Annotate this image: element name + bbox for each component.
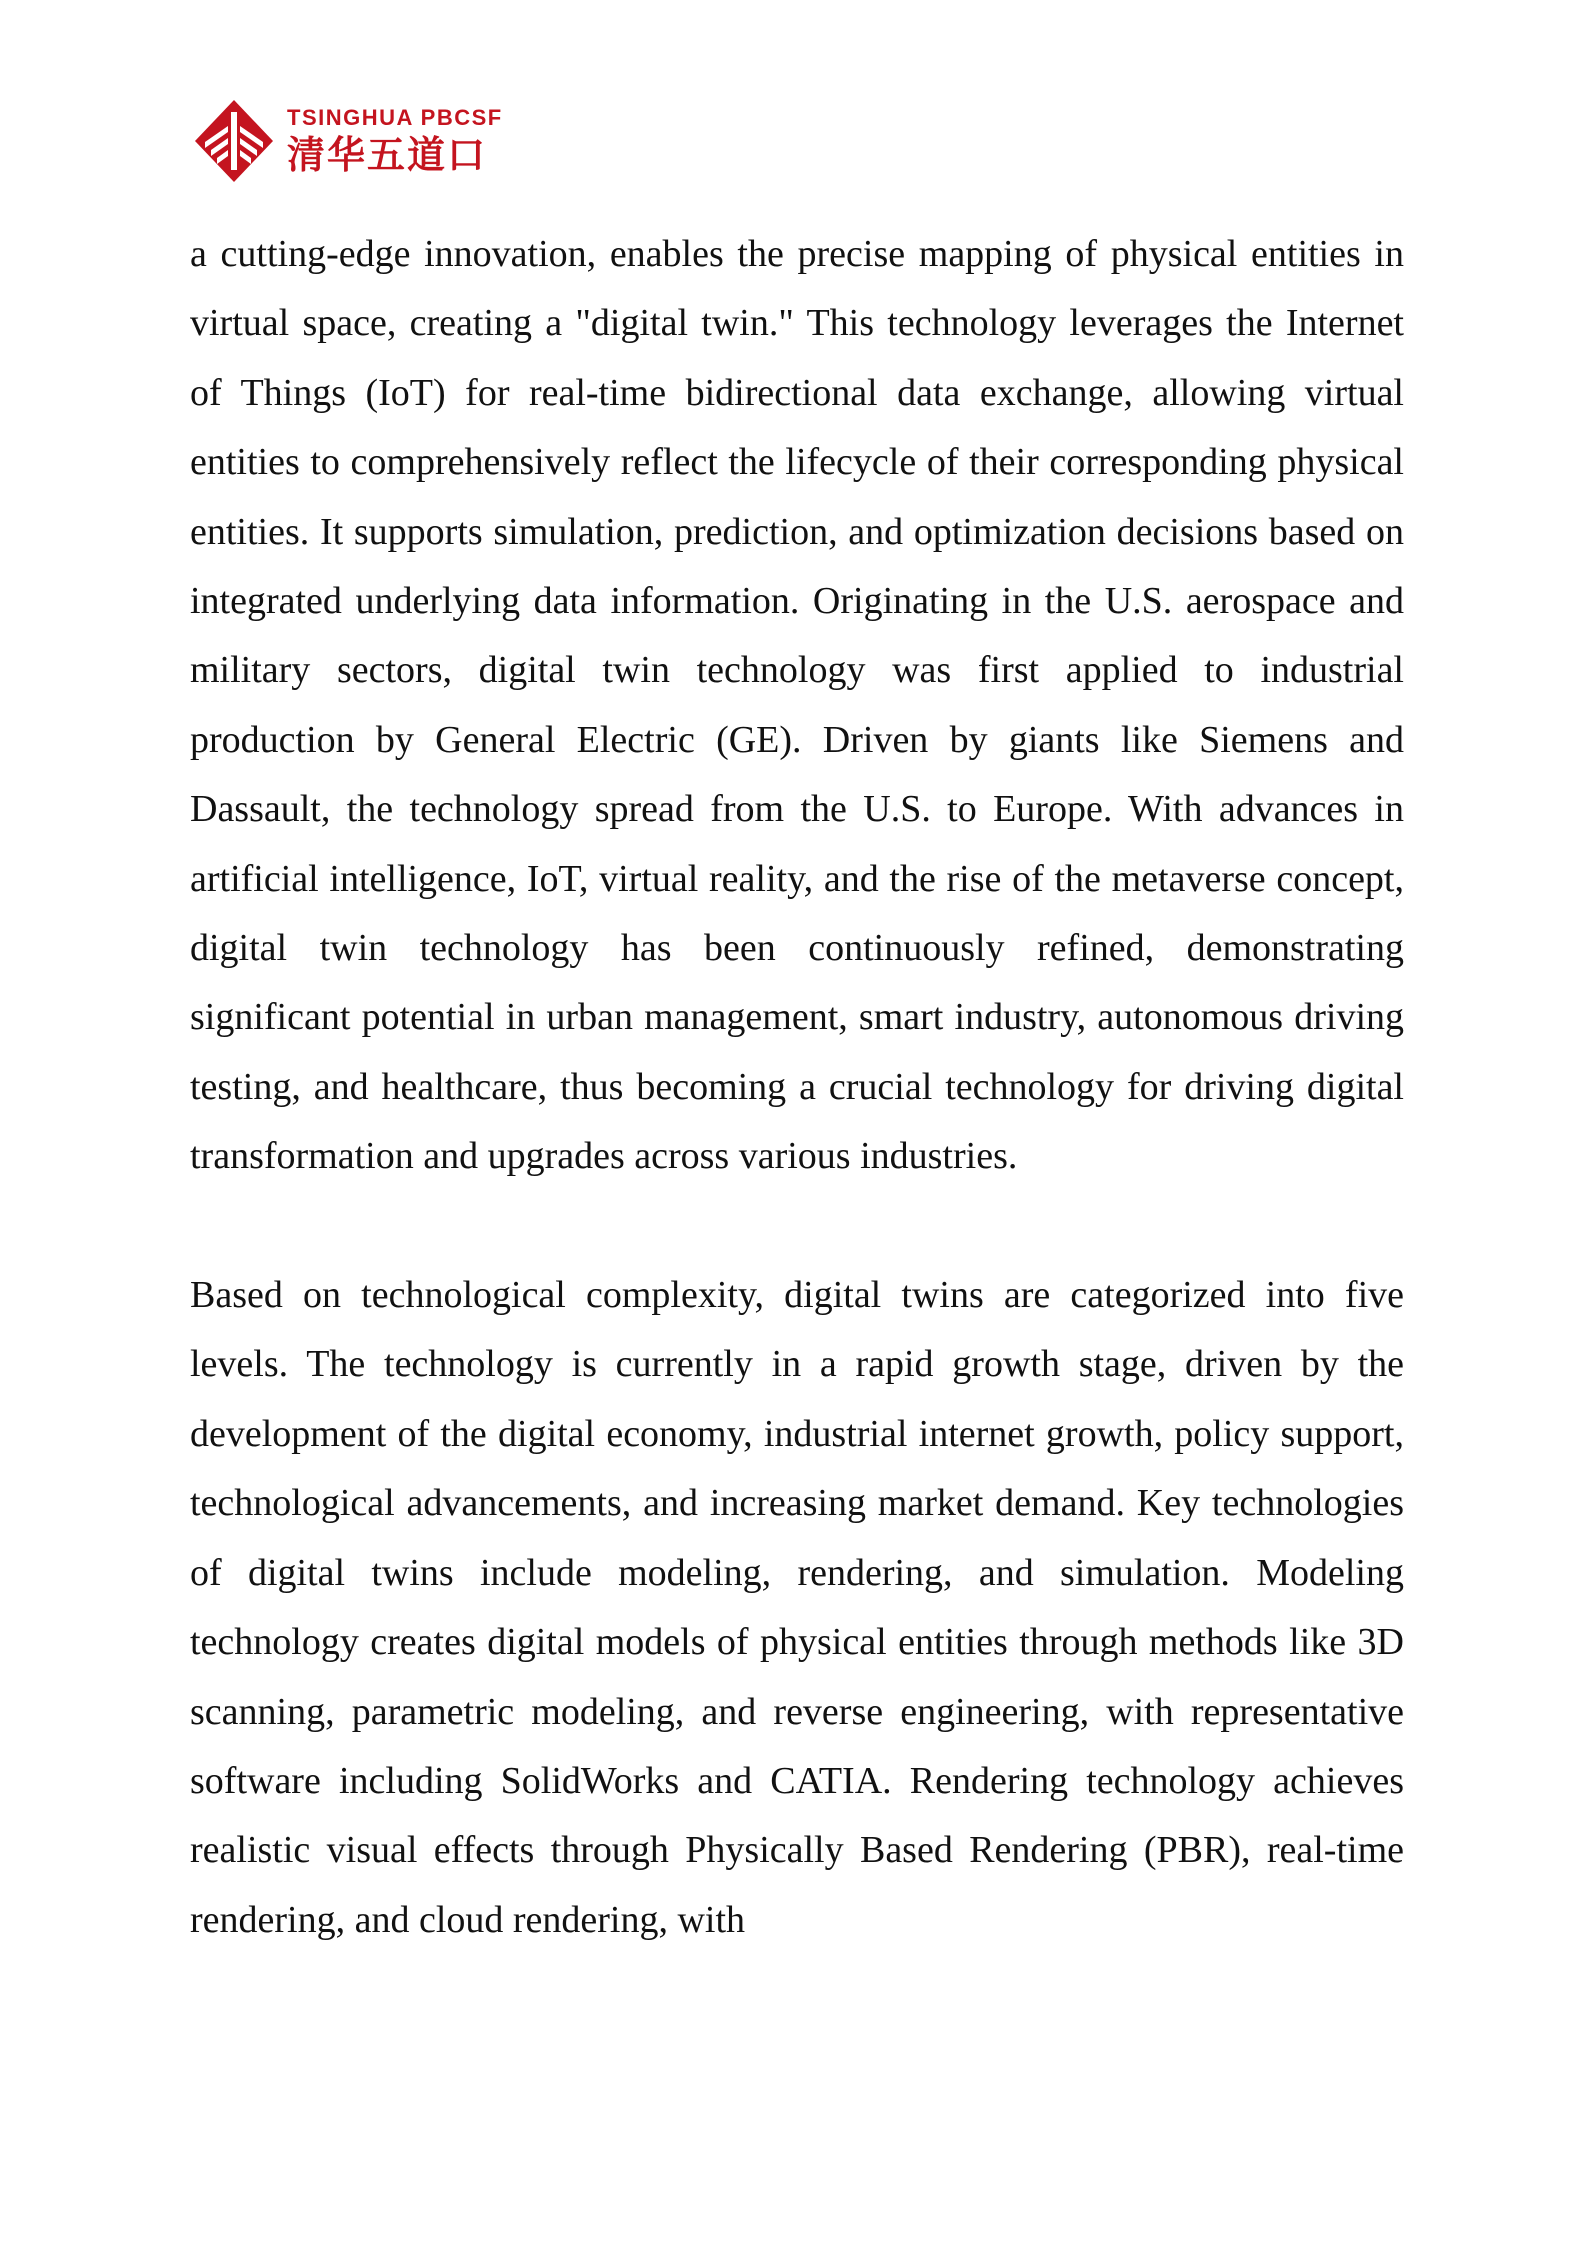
logo-text-cn: 清华五道口 xyxy=(287,133,488,177)
body-paragraph: Based on technological complexity, digital twins are categorized into five levels. The technology is currently in a rapid growth stage, driven by the development of the digital economy, industrial internet growth, policy support, technological advancements, and increasing market demand. Key technologies of digital twins include modeling, rendering, and simulation. Modeling technology creates digital models of physical entities through methods like 3D scanning, parametric modeling, and reverse engineering, with representative software including SolidWorks and CATIA. Rendering technology achieves realistic visual effects through Physically Based Rendering (PBR), real-time rendering, and cloud rendering, with xyxy=(190,1274,1404,1941)
logo-text-en: TSINGHUA PBCSF xyxy=(287,105,503,130)
body-paragraph: a cutting-edge innovation, enables the precise mapping of physical entities in virtual space, creating a "digital twin." This technology leverages the Internet of Things (IoT) for real-time bidirectional data exchange, allowing virtual entities to comprehensively reflect the lifecycle of their corresponding physical entities. It supports simulation, prediction, and optimization decisions based on integrated underlying data information. Originating in the U.S. aerospace and military sectors, digital twin technology was first applied to industrial production by General Electric (GE). Driven by giants like Siemens and Dassault, the technology spread from the U.S. to Europe. With advances in artificial intelligence, IoT, virtual reality, and the rise of the metaverse concept, digital twin technology has been continuously refined, demonstrating significant potential in urban management, smart industry, autonomous driving testing, and healthcare, thus becoming a crucial technology for driving digital transformation and upgrades across various industries. xyxy=(190,233,1404,1178)
page-header xyxy=(193,98,503,184)
tsinghua-pbcsf-emblem-icon xyxy=(193,98,275,184)
document-body xyxy=(190,220,1404,1955)
logo-wordmark xyxy=(287,105,503,177)
